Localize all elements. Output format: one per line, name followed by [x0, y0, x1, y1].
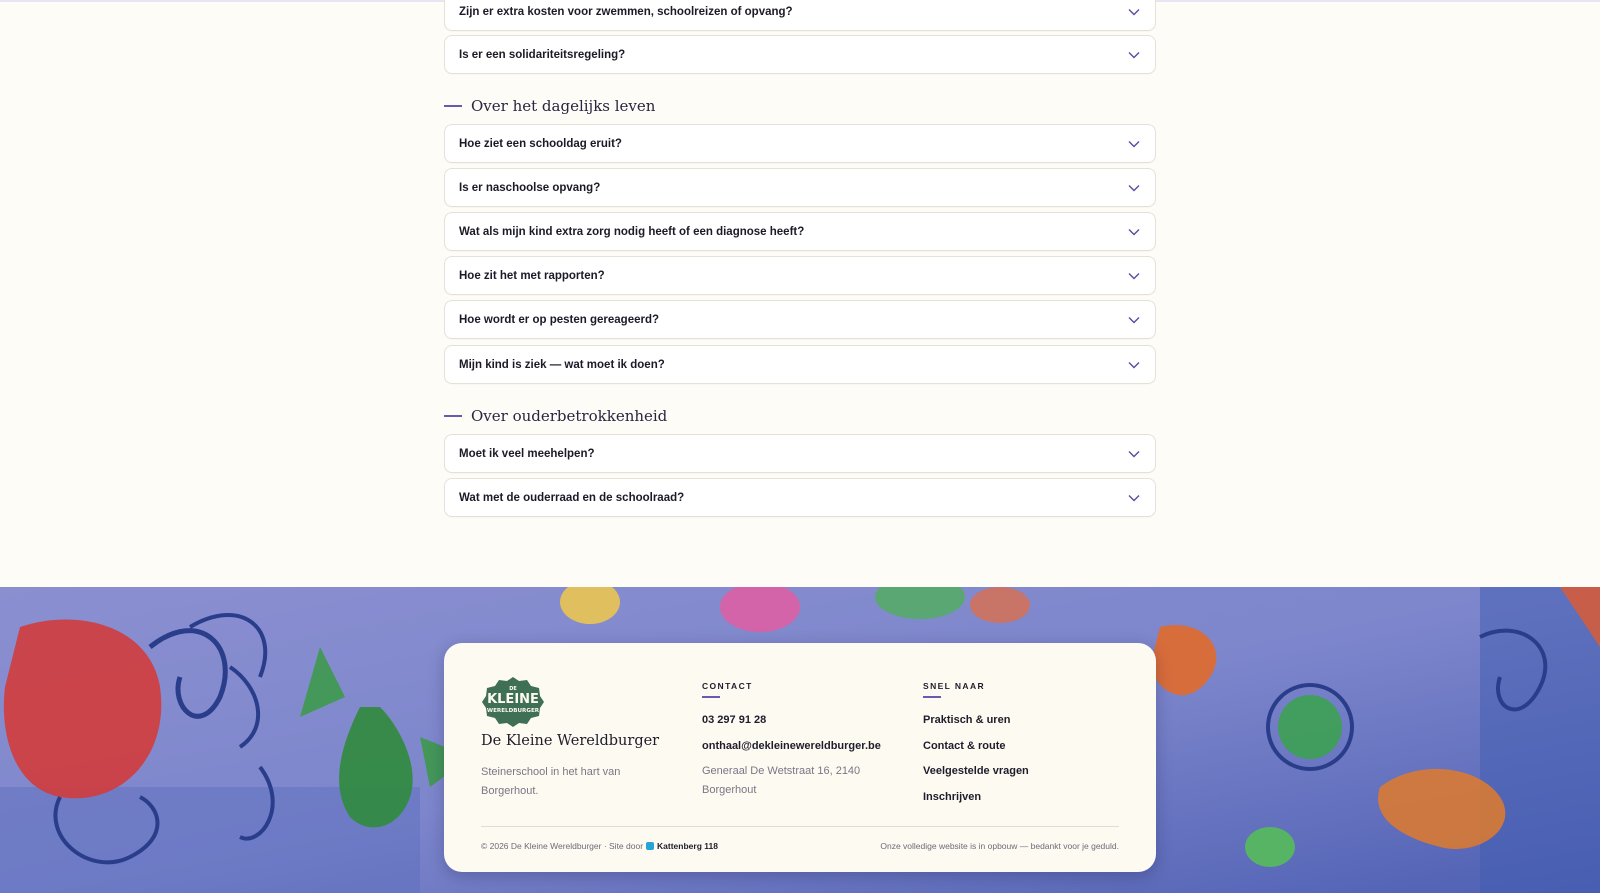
- heading-dash: [444, 105, 462, 107]
- contact-heading: CONTACT: [702, 681, 753, 691]
- quicklink-contact[interactable]: Contact & route: [923, 740, 1006, 752]
- quicklink-praktisch[interactable]: Praktisch & uren: [923, 714, 1011, 726]
- construction-note: Onze volledige website is in opbouw — bedankt voor je geduld.: [880, 841, 1119, 851]
- quicklink-inschrijven[interactable]: Inschrijven: [923, 791, 982, 803]
- chevron-down-icon[interactable]: [1127, 5, 1141, 19]
- faq-question: Zijn er extra kosten voor zwemmen, schoolreizen of opvang?: [459, 5, 793, 18]
- credit-link[interactable]: Kattenberg 118: [657, 841, 718, 851]
- faq-item[interactable]: [444, 0, 1156, 31]
- phone-link[interactable]: 03 297 91 28: [702, 714, 767, 726]
- quicklink-faq[interactable]: Veelgestelde vragen: [923, 765, 1029, 777]
- school-logo[interactable]: [481, 676, 545, 728]
- faq-question: Wat met de ouderraad en de schoolraad?: [459, 491, 685, 504]
- faq-item[interactable]: [444, 300, 1156, 339]
- copyright: [481, 841, 718, 851]
- faq-section-heading: [444, 94, 655, 118]
- heading-dash: [702, 696, 720, 698]
- faq-item[interactable]: [444, 478, 1156, 517]
- chevron-down-icon[interactable]: [1127, 48, 1141, 62]
- address-text: Generaal De Wetstraat 16, 2140 Borgerhout: [702, 765, 861, 796]
- chevron-down-icon[interactable]: [1127, 269, 1141, 283]
- kattenberg-icon: [646, 842, 654, 850]
- faq-item[interactable]: [444, 35, 1156, 74]
- chevron-down-icon[interactable]: [1127, 447, 1141, 461]
- chevron-down-icon[interactable]: [1127, 137, 1141, 151]
- chevron-down-icon[interactable]: [1127, 491, 1141, 505]
- section-title: Over ouderbetrokkenheid: [471, 407, 668, 425]
- logo-text-kleine: KLEINE: [487, 692, 539, 707]
- chevron-down-icon[interactable]: [1127, 181, 1141, 195]
- heading-dash: [444, 415, 462, 417]
- faq-question: Is er naschoolse opvang?: [459, 181, 601, 194]
- brand-name: De Kleine Wereldburger: [481, 733, 660, 749]
- faq-question: Mijn kind is ziek — wat moet ik doen?: [459, 358, 665, 371]
- chevron-down-icon[interactable]: [1127, 225, 1141, 239]
- footer-divider: [481, 826, 1119, 827]
- faq-item[interactable]: [444, 212, 1156, 251]
- heading-dash: [923, 696, 941, 698]
- faq-item[interactable]: [444, 434, 1156, 473]
- faq-question: Moet ik veel meehelpen?: [459, 447, 595, 460]
- faq-question: Wat als mijn kind extra zorg nodig heeft of een diagnose heeft?: [459, 225, 805, 238]
- faq-item[interactable]: [444, 168, 1156, 207]
- chevron-down-icon[interactable]: [1127, 313, 1141, 327]
- email-link[interactable]: onthaal@dekleinewereldburger.be: [702, 740, 881, 752]
- faq-question: Hoe wordt er op pesten gereageerd?: [459, 313, 660, 326]
- copyright-text: © 2026 De Kleine Wereldburger · Site door: [481, 841, 644, 851]
- faq-item[interactable]: [444, 345, 1156, 384]
- faq-item[interactable]: [444, 256, 1156, 295]
- logo-text-de: DE: [509, 686, 517, 692]
- footer-card: [444, 643, 1156, 872]
- logo-text-wereldburger: WERELDBURGER: [486, 708, 540, 714]
- faq-item[interactable]: [444, 124, 1156, 163]
- faq-question: Hoe ziet een schooldag eruit?: [459, 137, 622, 150]
- brand-tagline: Steinerschool in het hart van Borgerhout.: [481, 766, 621, 797]
- quicklinks-heading: SNEL NAAR: [923, 681, 986, 691]
- faq-question: Hoe zit het met rapporten?: [459, 269, 605, 282]
- section-title: Over het dagelijks leven: [471, 97, 656, 115]
- chevron-down-icon[interactable]: [1127, 358, 1141, 372]
- faq-section-heading: [444, 404, 667, 428]
- faq-question: Is er een solidariteitsregeling?: [459, 48, 626, 61]
